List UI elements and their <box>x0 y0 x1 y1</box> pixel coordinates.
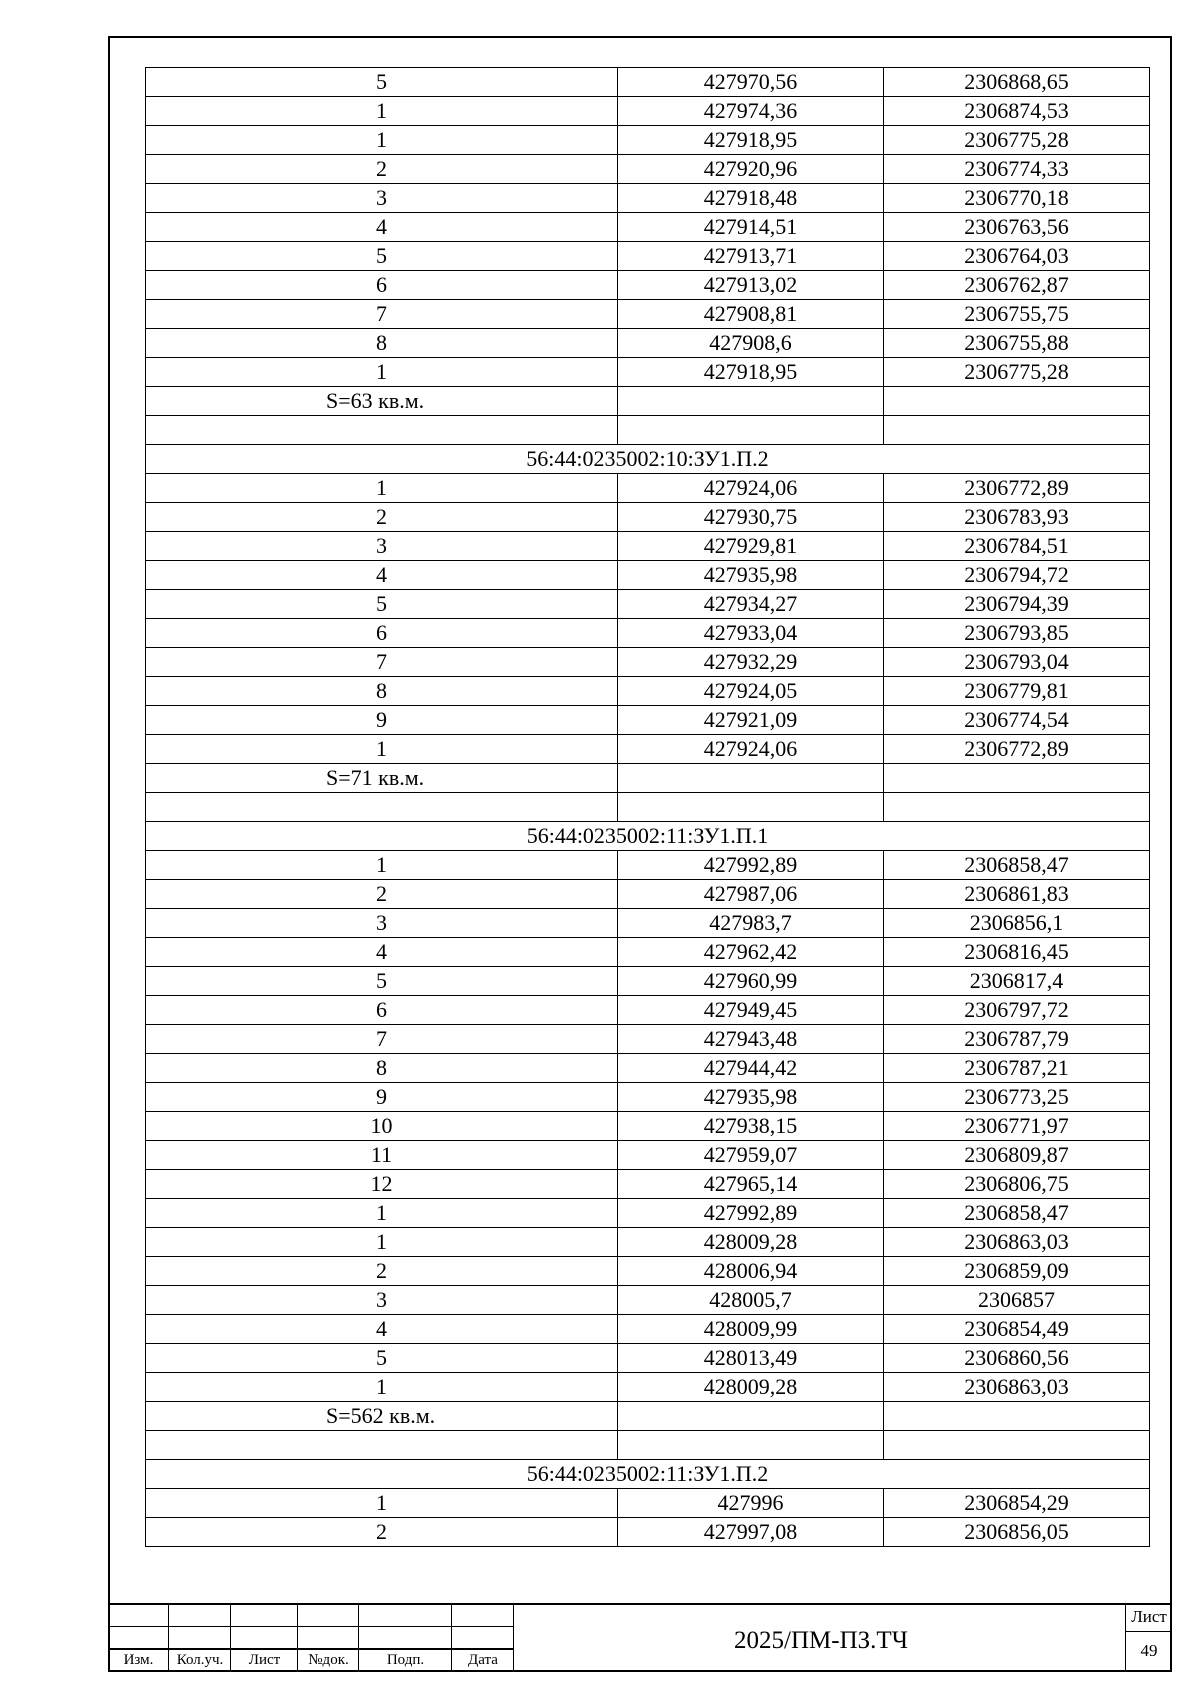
point-number-cell: 7 <box>146 648 618 677</box>
parcel-id-cell: 56:44:0235002:10:ЗУ1.П.2 <box>146 445 1150 474</box>
x-coordinate-cell: 427920,96 <box>618 155 884 184</box>
y-coordinate-cell: 2306874,53 <box>884 97 1150 126</box>
point-number-cell: 4 <box>146 213 618 242</box>
parcel-id-cell: 56:44:0235002:11:ЗУ1.П.1 <box>146 822 1150 851</box>
empty-cell <box>618 764 884 793</box>
x-coordinate-cell: 427997,08 <box>618 1518 884 1547</box>
table-row <box>146 1025 1150 1054</box>
table-row <box>146 1199 1150 1228</box>
x-coordinate-cell: 427918,48 <box>618 184 884 213</box>
stamp-label-list: Лист <box>248 1652 281 1668</box>
y-coordinate-cell: 2306868,65 <box>884 68 1150 97</box>
point-number-cell: 5 <box>146 1344 618 1373</box>
table-row <box>146 561 1150 590</box>
empty-cell <box>618 416 884 445</box>
table-row <box>146 1344 1150 1373</box>
x-coordinate-cell: 427992,89 <box>618 851 884 880</box>
y-coordinate-cell: 2306793,04 <box>884 648 1150 677</box>
empty-cell <box>146 1431 618 1460</box>
point-number-cell: 6 <box>146 271 618 300</box>
y-coordinate-cell: 2306755,75 <box>884 300 1150 329</box>
y-coordinate-cell: 2306772,89 <box>884 735 1150 764</box>
x-coordinate-cell: 428013,49 <box>618 1344 884 1373</box>
x-coordinate-cell: 427913,02 <box>618 271 884 300</box>
y-coordinate-cell: 2306817,4 <box>884 967 1150 996</box>
table-row <box>146 503 1150 532</box>
table-row <box>146 590 1150 619</box>
y-coordinate-cell: 2306856,1 <box>884 909 1150 938</box>
y-coordinate-cell: 2306806,75 <box>884 1170 1150 1199</box>
document-code: 2025/ПМ-ПЗ.ТЧ <box>734 1627 908 1654</box>
empty-cell <box>884 416 1150 445</box>
point-number-cell: 3 <box>146 909 618 938</box>
table-row <box>146 1315 1150 1344</box>
table-row <box>146 126 1150 155</box>
stamp-top-line <box>108 1603 1172 1605</box>
point-number-cell: 4 <box>146 938 618 967</box>
x-coordinate-cell: 427934,27 <box>618 590 884 619</box>
point-number-cell: 12 <box>146 1170 618 1199</box>
y-coordinate-cell: 2306793,85 <box>884 619 1150 648</box>
y-coordinate-cell: 2306763,56 <box>884 213 1150 242</box>
y-coordinate-cell: 2306858,47 <box>884 1199 1150 1228</box>
point-number-cell: 6 <box>146 996 618 1025</box>
table-row <box>146 648 1150 677</box>
table-row <box>146 271 1150 300</box>
point-number-cell: 9 <box>146 706 618 735</box>
stamp-row-line-2 <box>108 1648 514 1650</box>
point-number-cell: 3 <box>146 1286 618 1315</box>
point-number-cell: 2 <box>146 880 618 909</box>
table-row <box>146 938 1150 967</box>
table-row <box>146 706 1150 735</box>
table-row <box>146 1286 1150 1315</box>
stamp-row-line-1 <box>108 1626 514 1627</box>
point-number-cell: 5 <box>146 242 618 271</box>
area-row <box>146 1402 1150 1431</box>
table-row <box>146 300 1150 329</box>
x-coordinate-cell: 427924,06 <box>618 735 884 764</box>
y-coordinate-cell: 2306775,28 <box>884 126 1150 155</box>
empty-cell <box>618 793 884 822</box>
empty-cell <box>146 416 618 445</box>
x-coordinate-cell: 427935,98 <box>618 1083 884 1112</box>
stamp-label-data: Дата <box>468 1652 498 1668</box>
table-row <box>146 677 1150 706</box>
x-coordinate-cell: 427913,71 <box>618 242 884 271</box>
table-row <box>146 1373 1150 1402</box>
table-row <box>146 909 1150 938</box>
x-coordinate-cell: 427933,04 <box>618 619 884 648</box>
y-coordinate-cell: 2306773,25 <box>884 1083 1150 1112</box>
empty-cell <box>618 1402 884 1431</box>
stamp-label-ndok: №док. <box>308 1652 349 1668</box>
point-number-cell: 10 <box>146 1112 618 1141</box>
x-coordinate-cell: 427918,95 <box>618 358 884 387</box>
stamp-label-podp: Подп. <box>386 1652 425 1668</box>
x-coordinate-cell: 427932,29 <box>618 648 884 677</box>
table-row <box>146 358 1150 387</box>
point-number-cell: 9 <box>146 1083 618 1112</box>
x-coordinate-cell: 427992,89 <box>618 1199 884 1228</box>
y-coordinate-cell: 2306860,56 <box>884 1344 1150 1373</box>
table-row <box>146 1054 1150 1083</box>
x-coordinate-cell: 427983,7 <box>618 909 884 938</box>
empty-cell <box>618 387 884 416</box>
y-coordinate-cell: 2306784,51 <box>884 532 1150 561</box>
point-number-cell: 1 <box>146 358 618 387</box>
point-number-cell: 1 <box>146 1228 618 1257</box>
table-row <box>146 996 1150 1025</box>
table-row <box>146 184 1150 213</box>
point-number-cell: 4 <box>146 1315 618 1344</box>
x-coordinate-cell: 427949,45 <box>618 996 884 1025</box>
area-cell: S=71 кв.м. <box>146 764 618 793</box>
table-row <box>146 1141 1150 1170</box>
y-coordinate-cell: 2306779,81 <box>884 677 1150 706</box>
point-number-cell: 3 <box>146 532 618 561</box>
table-row <box>146 532 1150 561</box>
y-coordinate-cell: 2306787,79 <box>884 1025 1150 1054</box>
y-coordinate-cell: 2306858,47 <box>884 851 1150 880</box>
area-cell: S=63 кв.м. <box>146 387 618 416</box>
y-coordinate-cell: 2306762,87 <box>884 271 1150 300</box>
y-coordinate-cell: 2306787,21 <box>884 1054 1150 1083</box>
x-coordinate-cell: 427987,06 <box>618 880 884 909</box>
point-number-cell: 7 <box>146 300 618 329</box>
point-number-cell: 3 <box>146 184 618 213</box>
table-row <box>146 735 1150 764</box>
x-coordinate-cell: 427921,09 <box>618 706 884 735</box>
title-block <box>108 1603 1172 1672</box>
x-coordinate-cell: 427970,56 <box>618 68 884 97</box>
point-number-cell: 8 <box>146 1054 618 1083</box>
point-number-cell: 2 <box>146 1257 618 1286</box>
point-number-cell: 1 <box>146 1199 618 1228</box>
point-number-cell: 5 <box>146 967 618 996</box>
point-number-cell: 2 <box>146 155 618 184</box>
y-coordinate-cell: 2306797,72 <box>884 996 1150 1025</box>
coordinates-table-body <box>146 68 1150 1547</box>
table-row <box>146 474 1150 503</box>
x-coordinate-cell: 428009,28 <box>618 1228 884 1257</box>
x-coordinate-cell: 427935,98 <box>618 561 884 590</box>
x-coordinate-cell: 427943,48 <box>618 1025 884 1054</box>
y-coordinate-cell: 2306774,33 <box>884 155 1150 184</box>
x-coordinate-cell: 427930,75 <box>618 503 884 532</box>
point-number-cell: 1 <box>146 735 618 764</box>
x-coordinate-cell: 427962,42 <box>618 938 884 967</box>
parcel-header-row <box>146 445 1150 474</box>
x-coordinate-cell: 427924,05 <box>618 677 884 706</box>
y-coordinate-cell: 2306794,39 <box>884 590 1150 619</box>
y-coordinate-cell: 2306755,88 <box>884 329 1150 358</box>
x-coordinate-cell: 428005,7 <box>618 1286 884 1315</box>
x-coordinate-cell: 427924,06 <box>618 474 884 503</box>
table-row <box>146 329 1150 358</box>
parcel-header-row <box>146 1460 1150 1489</box>
x-coordinate-cell: 427908,6 <box>618 329 884 358</box>
point-number-cell: 8 <box>146 329 618 358</box>
blank-row <box>146 416 1150 445</box>
table-row <box>146 68 1150 97</box>
x-coordinate-cell: 428006,94 <box>618 1257 884 1286</box>
table-row <box>146 1257 1150 1286</box>
table-row <box>146 967 1150 996</box>
x-coordinate-cell: 427974,36 <box>618 97 884 126</box>
point-number-cell: 7 <box>146 1025 618 1054</box>
y-coordinate-cell: 2306859,09 <box>884 1257 1150 1286</box>
table-row <box>146 880 1150 909</box>
table-row <box>146 1170 1150 1199</box>
table-row <box>146 1228 1150 1257</box>
x-coordinate-cell: 427908,81 <box>618 300 884 329</box>
y-coordinate-cell: 2306861,83 <box>884 880 1150 909</box>
table-row <box>146 242 1150 271</box>
y-coordinate-cell: 2306809,87 <box>884 1141 1150 1170</box>
stamp-sheet-divider <box>1126 1631 1172 1632</box>
area-cell: S=562 кв.м. <box>146 1402 618 1431</box>
table-row <box>146 97 1150 126</box>
y-coordinate-cell: 2306772,89 <box>884 474 1150 503</box>
sheet-label: Лист <box>1131 1607 1167 1626</box>
point-number-cell: 2 <box>146 1518 618 1547</box>
point-number-cell: 6 <box>146 619 618 648</box>
table-row <box>146 619 1150 648</box>
point-number-cell: 1 <box>146 851 618 880</box>
sheet-number: 49 <box>1140 1641 1158 1660</box>
area-row <box>146 387 1150 416</box>
y-coordinate-cell: 2306775,28 <box>884 358 1150 387</box>
y-coordinate-cell: 2306854,49 <box>884 1315 1150 1344</box>
x-coordinate-cell: 427929,81 <box>618 532 884 561</box>
empty-cell <box>146 793 618 822</box>
x-coordinate-cell: 428009,28 <box>618 1373 884 1402</box>
point-number-cell: 1 <box>146 97 618 126</box>
point-number-cell: 1 <box>146 1373 618 1402</box>
y-coordinate-cell: 2306816,45 <box>884 938 1150 967</box>
parcel-id-cell: 56:44:0235002:11:ЗУ1.П.2 <box>146 1460 1150 1489</box>
table-row <box>146 1518 1150 1547</box>
x-coordinate-cell: 427944,42 <box>618 1054 884 1083</box>
x-coordinate-cell: 427918,95 <box>618 126 884 155</box>
point-number-cell: 1 <box>146 474 618 503</box>
y-coordinate-cell: 2306854,29 <box>884 1489 1150 1518</box>
point-number-cell: 11 <box>146 1141 618 1170</box>
empty-cell <box>884 1431 1150 1460</box>
y-coordinate-cell: 2306764,03 <box>884 242 1150 271</box>
blank-row <box>146 1431 1150 1460</box>
point-number-cell: 5 <box>146 590 618 619</box>
empty-cell <box>884 387 1150 416</box>
point-number-cell: 1 <box>146 1489 618 1518</box>
y-coordinate-cell: 2306863,03 <box>884 1373 1150 1402</box>
x-coordinate-cell: 427914,51 <box>618 213 884 242</box>
table-row <box>146 1489 1150 1518</box>
point-number-cell: 8 <box>146 677 618 706</box>
y-coordinate-cell: 2306857 <box>884 1286 1150 1315</box>
y-coordinate-cell: 2306863,03 <box>884 1228 1150 1257</box>
x-coordinate-cell: 427965,14 <box>618 1170 884 1199</box>
empty-cell <box>884 764 1150 793</box>
empty-cell <box>884 1402 1150 1431</box>
x-coordinate-cell: 428009,99 <box>618 1315 884 1344</box>
x-coordinate-cell: 427959,07 <box>618 1141 884 1170</box>
point-number-cell: 2 <box>146 503 618 532</box>
table-row <box>146 155 1150 184</box>
y-coordinate-cell: 2306770,18 <box>884 184 1150 213</box>
point-number-cell: 5 <box>146 68 618 97</box>
y-coordinate-cell: 2306771,97 <box>884 1112 1150 1141</box>
area-row <box>146 764 1150 793</box>
table-row <box>146 851 1150 880</box>
point-number-cell: 4 <box>146 561 618 590</box>
y-coordinate-cell: 2306856,05 <box>884 1518 1150 1547</box>
empty-cell <box>618 1431 884 1460</box>
y-coordinate-cell: 2306783,93 <box>884 503 1150 532</box>
x-coordinate-cell: 427960,99 <box>618 967 884 996</box>
empty-cell <box>884 793 1150 822</box>
point-number-cell: 1 <box>146 126 618 155</box>
x-coordinate-cell: 427938,15 <box>618 1112 884 1141</box>
table-row <box>146 1112 1150 1141</box>
y-coordinate-cell: 2306774,54 <box>884 706 1150 735</box>
table-row <box>146 1083 1150 1112</box>
blank-row <box>146 793 1150 822</box>
y-coordinate-cell: 2306794,72 <box>884 561 1150 590</box>
stamp-label-izm: Изм. <box>123 1652 154 1668</box>
x-coordinate-cell: 427996 <box>618 1489 884 1518</box>
parcel-header-row <box>146 822 1150 851</box>
table-row <box>146 213 1150 242</box>
stamp-label-kol-uch: Кол.уч. <box>176 1652 224 1668</box>
coordinates-table <box>145 67 1150 1547</box>
